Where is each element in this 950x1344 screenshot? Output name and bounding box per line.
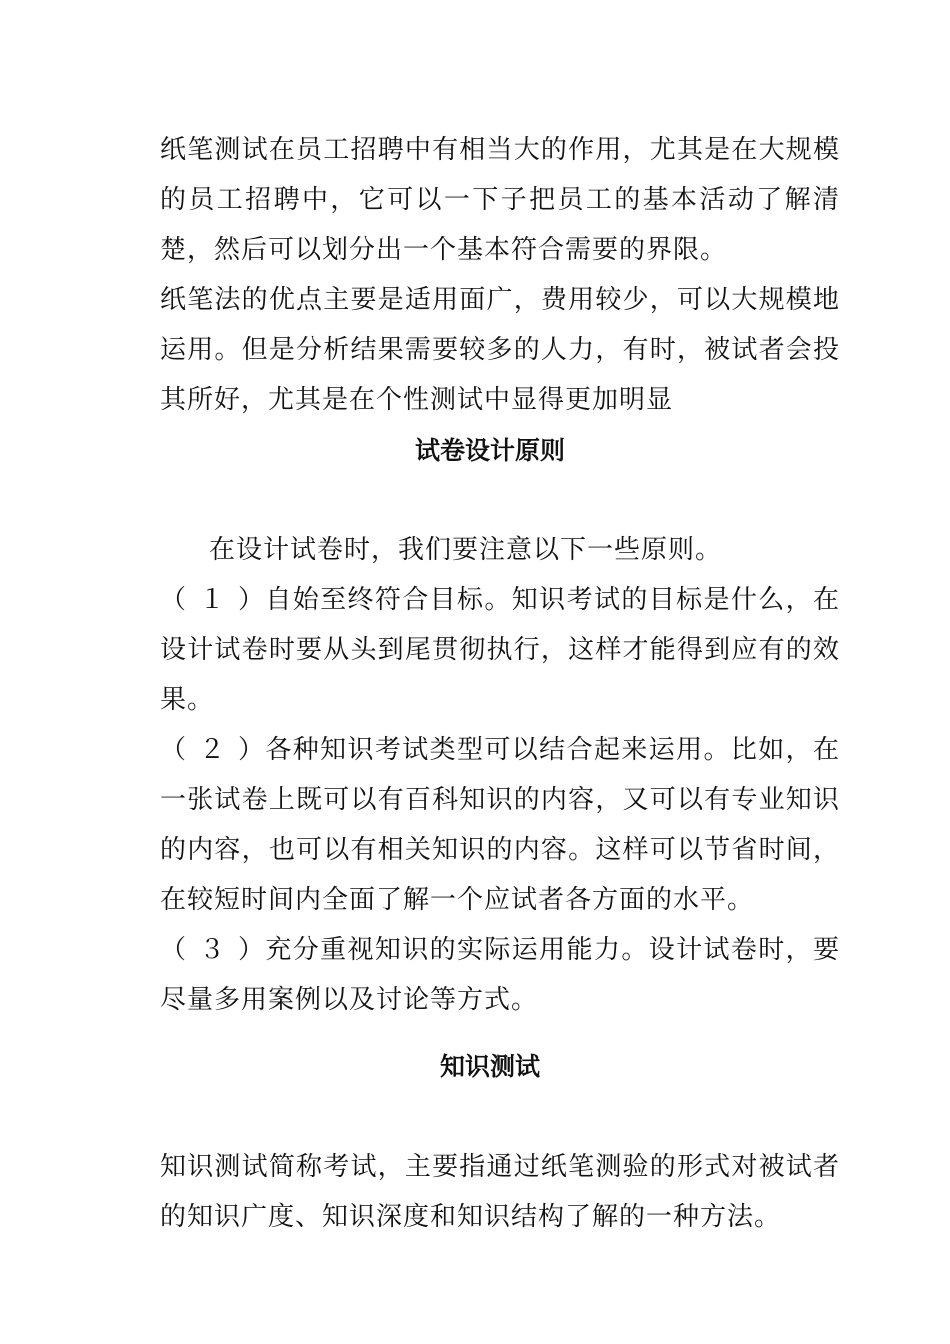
principle-1-number: （１） [160, 585, 265, 615]
intro-p1-line-1: 纸笔测试在员工招聘中有相当大的作用，尤其是在大规模 [160, 135, 840, 165]
principle-2-line-3: 的内容，也可以有相关知识的内容。这样可以节省时间， [160, 835, 840, 865]
section2-line-1: 知识测试简称考试，主要指通过纸笔测验的形式对被试者 [160, 1152, 840, 1182]
principle-2-first-line [160, 734, 840, 766]
principle-1-first-line [160, 584, 840, 616]
intro-p1-line-2: 的员工招聘中，它可以一下子把员工的基本活动了解清 [160, 185, 840, 215]
principle-2-line-2: 一张试卷上既可以有百科知识的内容，又可以有专业知识 [160, 785, 840, 815]
principle-2-line-4: 在较短时间内全面了解一个应试者各方面的水平。 [160, 885, 755, 915]
principle-1-text: 自始至终符合目标。知识考试的目标是什么，在 [265, 585, 840, 615]
principle-1-line-2: 设计试卷时要从头到尾贯彻执行，这样才能得到应有的效 [160, 635, 840, 665]
principle-3-first-line [160, 934, 840, 966]
section1-title: 试卷设计原则 [414, 436, 565, 465]
section2-line-2: 的知识广度、知识深度和知识结构了解的一种方法。 [160, 1202, 782, 1232]
intro-p2-line-3: 其所好，尤其是在个性测试中显得更加明显 [160, 385, 674, 415]
intro-p2-line-2: 运用。但是分析结果需要较多的人力，有时，被试者会投 [160, 335, 840, 365]
section1-lead: 在设计试卷时，我们要注意以下一些原则。 [209, 535, 723, 565]
section2-title: 知识测试 [439, 1052, 540, 1081]
principle-3-line-2: 尽量多用案例以及讨论等方式。 [160, 985, 539, 1015]
principle-2-text: 各种知识考试类型可以结合起来运用。比如，在 [265, 735, 840, 765]
principle-2-number: （２） [160, 735, 265, 765]
principle-3-number: （３） [160, 935, 265, 965]
principle-1-line-3: 果。 [160, 685, 215, 715]
intro-p1-line-3: 楚，然后可以划分出一个基本符合需要的界限。 [160, 235, 728, 265]
intro-p2-line-1: 纸笔法的优点主要是适用面广，费用较少，可以大规模地 [160, 285, 840, 315]
principle-3-text: 充分重视知识的实际运用能力。设计试卷时，要 [265, 935, 840, 965]
